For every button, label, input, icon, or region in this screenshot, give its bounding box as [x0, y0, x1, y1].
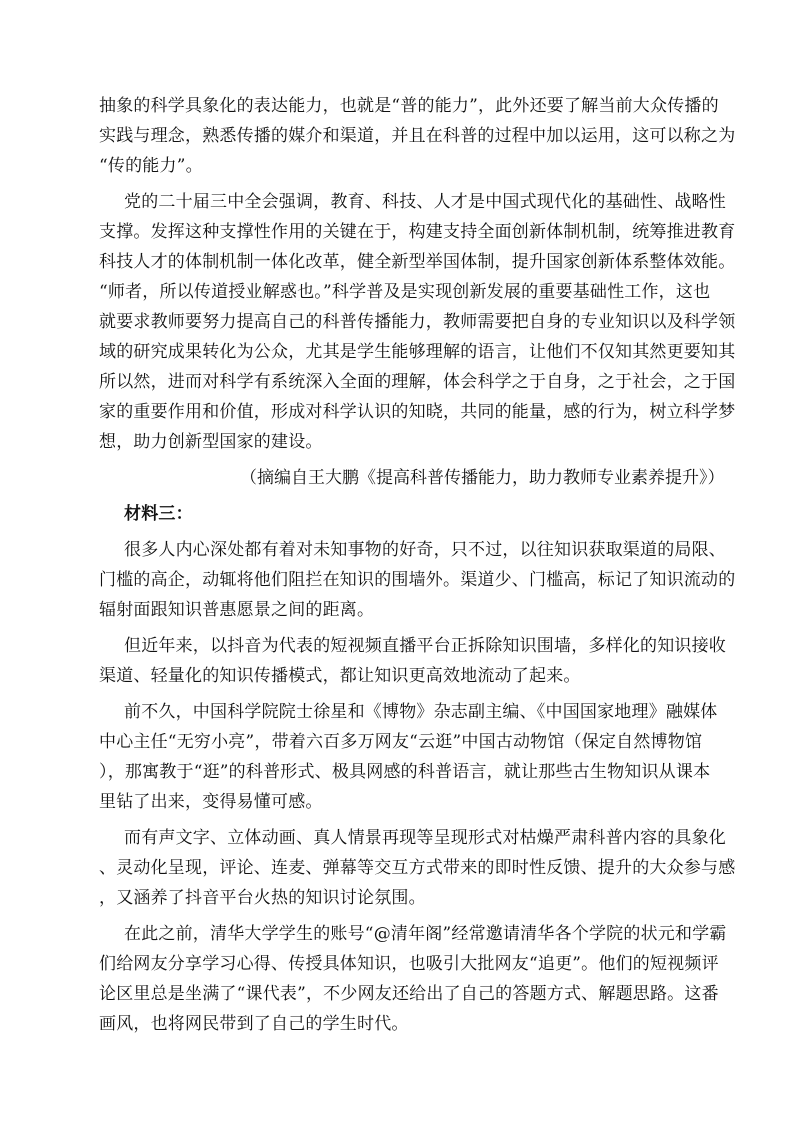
paragraph-3-line-1: 很多人内心深处都有着对未知事物的好奇，只不过，以往知识获取渠道的局限、	[124, 540, 726, 560]
source-attribution: （摘编自王大鹏《提高科普传播能力，助力教师专业素养提升》）	[240, 468, 725, 488]
paragraph-2-line-2: 支撑。发挥这种支撑性作用的关键在于，构建支持全面创新体制机制，统筹推进教育	[99, 222, 736, 242]
paragraph-2-line-5: 就要求教师要努力提高自己的科普传播能力，教师需要把自身的专业知识以及科学领	[99, 312, 736, 332]
section-heading: 材料三：	[124, 504, 193, 524]
paragraph-4-line-2: 渠道、轻量化的知识传播模式，都让知识更高效地流动了起来。	[99, 666, 581, 686]
paragraph-5-line-4: 里钻了出来，变得易懂可感。	[99, 792, 323, 812]
paragraph-7-line-4: 画风，也将网民带到了自己的学生时代。	[99, 1014, 409, 1034]
paragraph-2-line-6: 域的研究成果转化为公众，尤其是学生能够理解的语言，让他们不仅知其然更要知其	[99, 342, 736, 362]
paragraph-1-line-3: “传的能力”。	[99, 156, 203, 176]
paragraph-7-line-2: 们给网友分享学习心得、传授具体知识，也吸引大批网友“追更”。他们的短视频评	[99, 954, 719, 974]
paragraph-2-line-1: 党的二十届三中全会强调，教育、科技、人才是中国式现代化的基础性、战略性	[124, 192, 726, 212]
paragraph-5-line-1: 前不久，中国科学院院士徐星和《博物》杂志副主编、《中国国家地理》融媒体	[124, 702, 718, 722]
paragraph-6-line-2: 、灵动化呈现，评论、连麦、弹幕等交互方式带来的即时性反馈、提升的大众参与感	[99, 858, 736, 878]
paragraph-3-line-2: 门槛的高企，动辄将他们阻拦在知识的围墙外。渠道少、门槛高，标记了知识流动的	[99, 570, 736, 590]
paragraph-6-line-1: 而有声文字、立体动画、真人情景再现等呈现形式对枯燥严肃科普内容的具象化	[124, 828, 726, 848]
paragraph-2-line-4: “师者，所以传道授业解惑也。”科学普及是实现创新发展的重要基础性工作，这也	[99, 282, 711, 302]
paragraph-7-line-3: 论区里总是坐满了“课代表”，不少网友还给出了自己的答题方式、解题思路。这番	[99, 984, 719, 1004]
paragraph-5-line-3: ），那寓教于“逛”的科普形式、极具网感的科普语言，就让那些古生物知识从课本	[99, 762, 711, 782]
paragraph-6-line-3: ，又涵养了抖音平台火热的知识讨论氛围。	[99, 888, 426, 908]
paragraph-4-line-1: 但近年来，以抖音为代表的短视频直播平台正拆除知识围墙，多样化的知识接收	[124, 636, 726, 656]
paragraph-7-line-1: 在此之前，清华大学学生的账号“@清年阁”经常邀请清华各个学院的状元和学霸	[124, 924, 727, 944]
paragraph-2-line-7: 所以然，进而对科学有系统深入全面的理解，体会科学之于自身，之于社会，之于国	[99, 372, 736, 392]
paragraph-2-line-8: 家的重要作用和价值，形成对科学认识的知晓，共同的能量，感的行为，树立科学梦	[99, 402, 736, 422]
paragraph-1-line-1: 抽象的科学具象化的表达能力，也就是“普的能力”，此外还要了解当前大众传播的	[99, 96, 719, 116]
paragraph-2-line-9: 想，助力创新型国家的建设。	[99, 432, 323, 452]
paragraph-5-line-2: 中心主任“无穷小亮”，带着六百多万网友“云逛”中国古动物馆（保定自然博物馆	[99, 732, 703, 752]
paragraph-1-line-2: 实践与理念，熟悉传播的媒介和渠道，并且在科普的过程中加以运用，这可以称之为	[99, 126, 736, 146]
paragraph-2-line-3: 科技人才的体制机制一体化改革，健全新型举国体制，提升国家创新体系整体效能。	[99, 252, 736, 272]
paragraph-3-line-3: 辐射面跟知识普惠愿景之间的距离。	[99, 600, 375, 620]
